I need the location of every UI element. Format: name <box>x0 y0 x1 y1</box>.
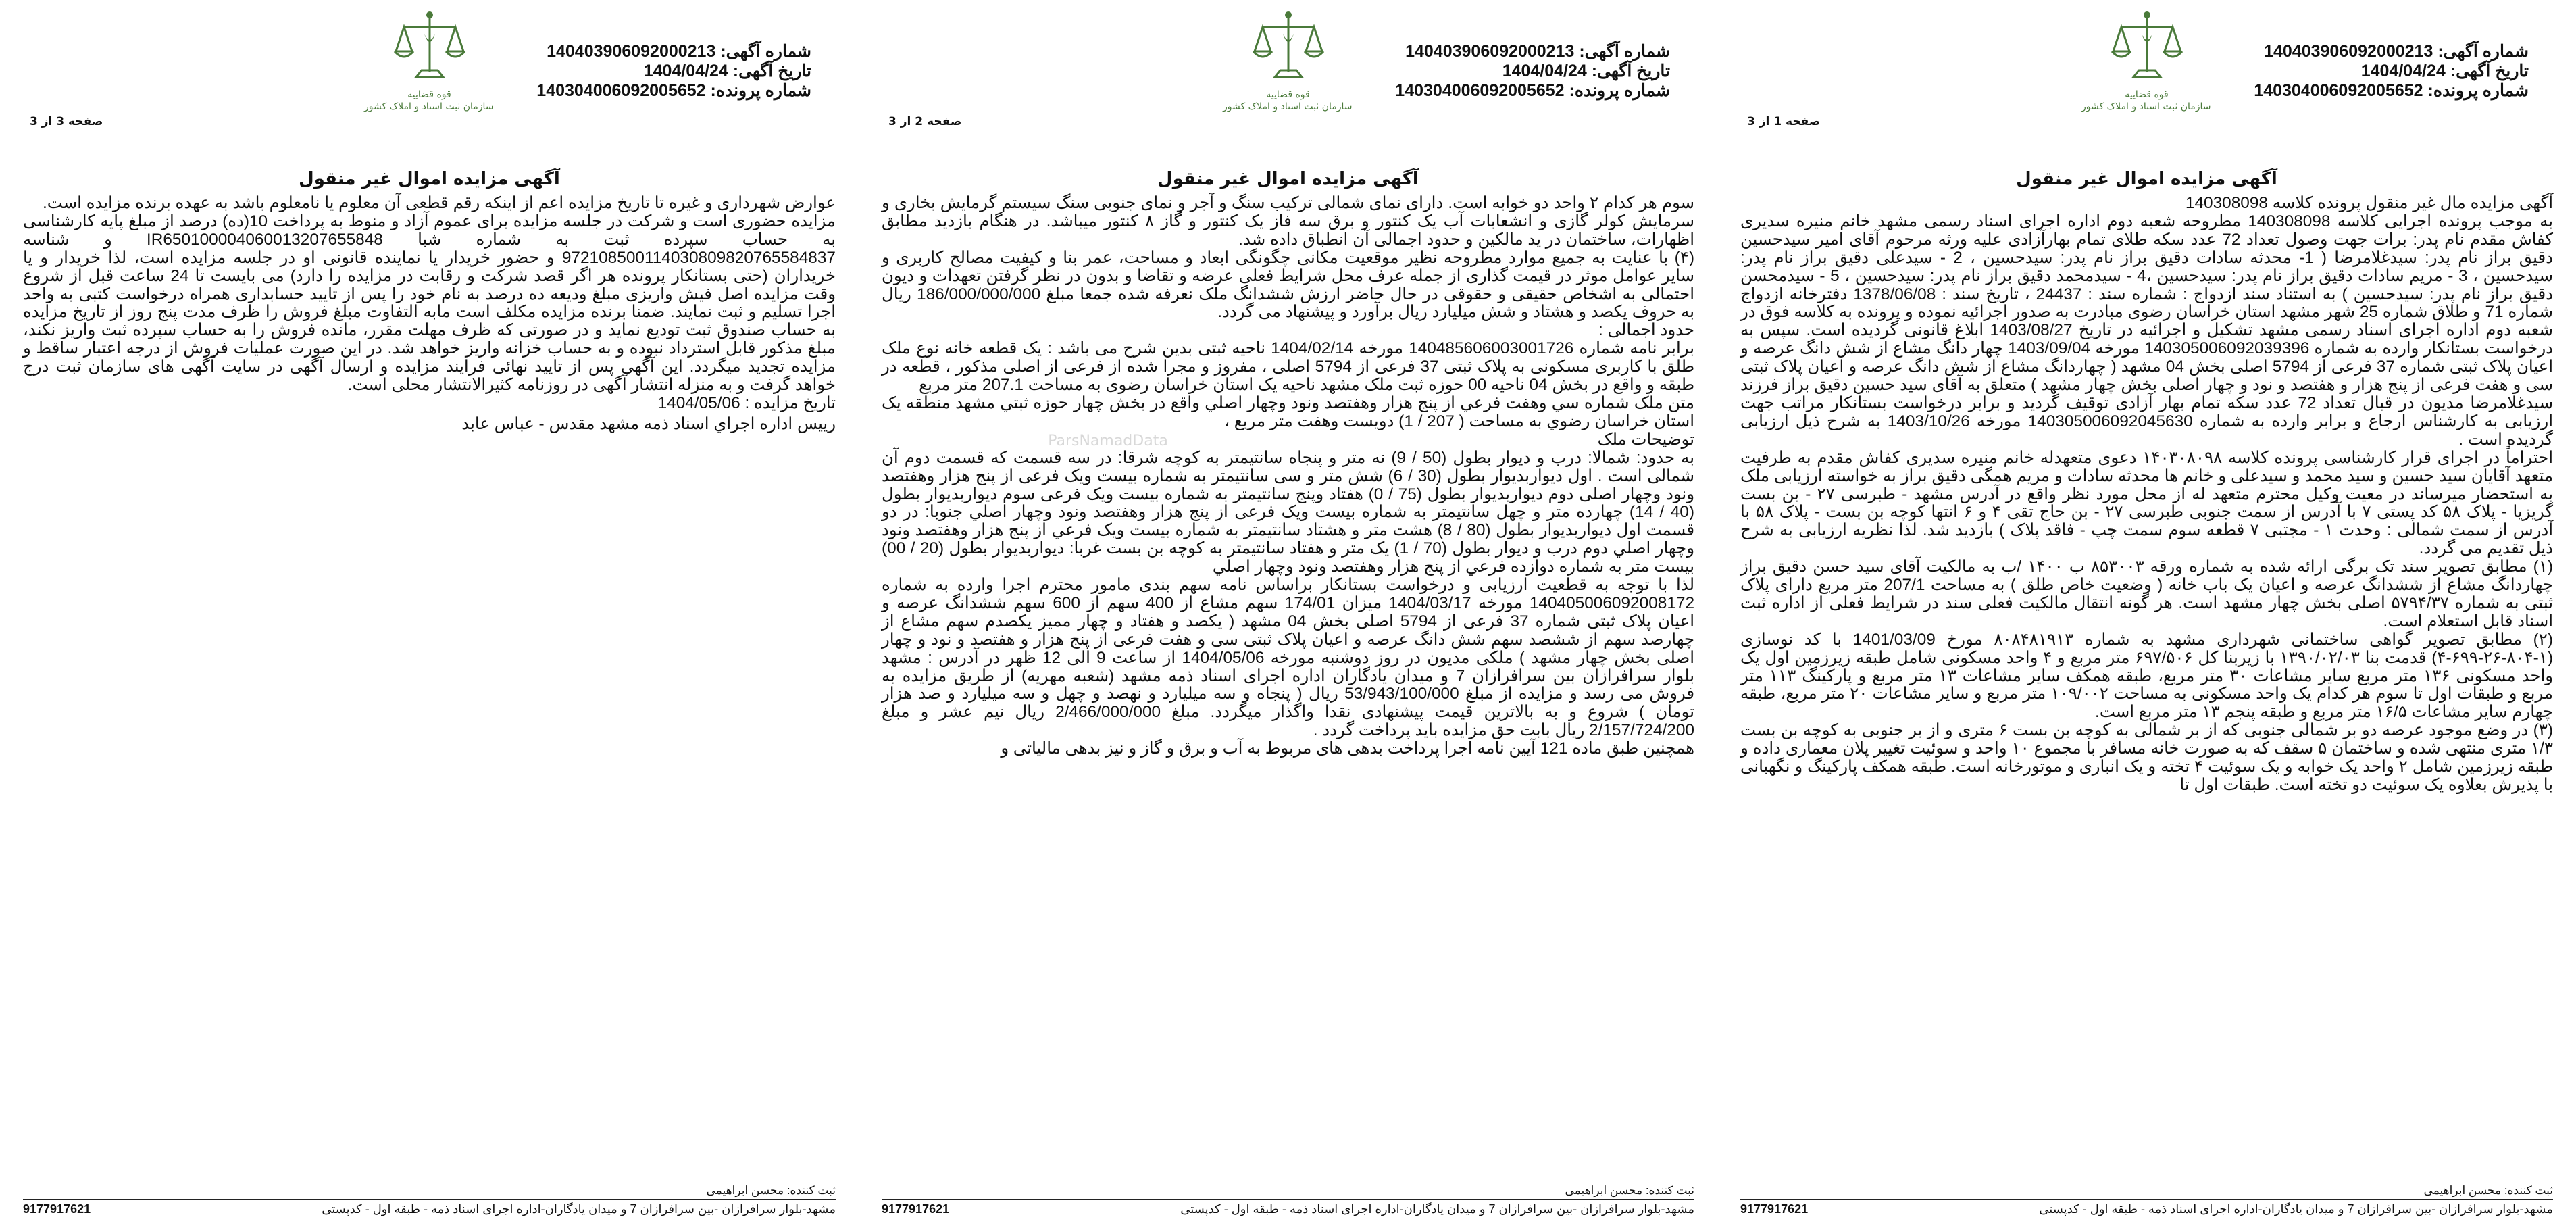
paragraph: مزایده حضوری است و شرکت در جلسه مزایده برای عموم آزاد و منوط به پرداخت 10(ده) درصد از مبلغ پایه کارشناسی به حساب سپرده ثبت به شماره شبا IR650100004060013207655848 و شناسه 972108500114030809820765584837 و حضور خریدار یا نماینده قانونی او در جلسه مزایده است، لذا خریدار و یا خریداران (حتی بستانکار پرونده هر اگر قصد شرکت و رقابت در مزایده را دارد) می بایست تا 24 ساعت قبل از شروع وقت مزایده اصل فیش واریزی مبلغ ودیعه ده درصد به نام خود را پس از تایید حسابداری همراه درخواست کتبی به واحد اجرا تسلیم و ثبت نمایند. ضمنا برنده مزایده مکلف است مابه التفاوت مبلغ فروش را ظرف مدت پنج روز از تاریخ مزایده به حساب صندوق ثبت تودیع نماید و در صورتی که ظرف مهلت مقرر، مانده فروش را به حساب سپرده ثبت واریز نکند، مبلغ مذکور قابل استرداد نبوده و به حساب خزانه واریز خواهد شد. در این صورت عملیات فروش از درجه اعتبار ساقط و مزایده تجدید میگردد. این آگهی پس از تایید نهائی فرایند مزایده و ارسال آگهی در سایت آگهی های سازمان ثبت درج خواهد گرفت و به منزله انتشار آگهی در روزنامه کثیرالانتشار محلی است. <box>23 212 836 395</box>
registrar-label: ثبت کننده: <box>1645 1184 1694 1197</box>
scales-of-justice-icon <box>389 7 470 88</box>
ad-body <box>1740 195 2553 795</box>
registrar-name: محسن ابراهیمی <box>706 1184 784 1197</box>
ad-number: 140403906092000213 <box>547 42 716 61</box>
page-footer <box>23 1183 836 1217</box>
ad-date: 1404/04/24 <box>643 61 728 80</box>
page-3 <box>0 0 859 1232</box>
file-number-label: شماره پرونده: <box>710 81 811 100</box>
paragraph: لذا با توجه به قطعیت ارزیابی و درخواست بستانکار براساس نامه سهم بندی مامور محترم اجرا وارده به شماره 140405006092008172 مورخه 1404/03/17 میزان 174/01 سهم مشاع از 400 سهم از 600 سهم ششدانگ عرصه و اعیان پلاک ثبتی شماره 37 فرعی از 5794 اصلی بخش 04 مشهد ( یکصد و هفتاد و چهار ممیز یکصدم سهم مشاع از چهارصد سهم از ششصد سهم شش دانگ عرصه و اعیان پلاک ثبتی سی و هفت فرعی از پنج هزار و هفتصد و نود و چهار اصلی بخش چهار مشهد ) ملکی مدیون در روز دوشنبه مورخه 1404/05/06 از ساعت 9 الی 12 ظهر در آدرس : مشهد بلوار سرافرازان بین سرافرازان 7 و میدان یادگاران اداره اجرای اسناد ذمه مشهد (شعبه مهریه) از طریق مزایده به فروش می رسد و مزایده از مبلغ 53/943/100/000 ریال ( پنجاه و سه میلیارد و نهصد و چهل و سه میلیارد و صد هزار تومان ) شروع و به بالاترین قیمت پیشنهادی نقدا واگذار میگردد. مبلغ 2/466/000/000 ریال نیم عشر و مبلغ 2/157/724/200 ریال بابت حق مزایده باید پرداخت گردد . <box>882 576 1695 740</box>
page-footer <box>1740 1183 2553 1217</box>
ad-number-label: شماره آگهی: <box>720 42 811 61</box>
address-line <box>1740 1199 2553 1217</box>
registrar-line <box>23 1183 836 1199</box>
file-number: 140304006092005652 <box>536 81 706 100</box>
postal-code: 9177917621 <box>23 1202 91 1216</box>
page-header <box>23 0 836 169</box>
page-number: صفحه 3 از 3 <box>30 115 103 128</box>
ad-number-label: شماره آگهی: <box>2438 42 2529 61</box>
ad-date: 1404/04/24 <box>2360 61 2446 80</box>
paragraph: (۱) مطابق تصویر سند تک برگی ارائه شده به شماره ورقه ۸۵۳۰۰۳ ب ۱۴۰۰ /ب به مالکیت آقای سید حسن دقیق براز چهاردانگ مشاع از ششدانگ عرصه و اعیان یک باب خانه ( وضعیت خاص طلق ) به مساحت 207/1 متر مربع دارای پلاک ثبتی به شماره ۵۷۹۴/۳۷ اصلی بخش چهار مشهد است. هر گونه انتقال مالکیت فعلی سند در شرایط فعلی از اداره ثبت اسناد قابل استعلام است. <box>1740 558 2554 631</box>
address-line <box>882 1199 1694 1217</box>
watermark: ParsNamadData <box>1048 433 1168 449</box>
ad-date-label: تاریخ آگهی: <box>1591 61 1670 80</box>
page-header <box>882 0 1694 169</box>
judiciary-emblem <box>365 7 494 122</box>
registrar-label: ثبت کننده: <box>786 1184 836 1197</box>
postal-code: 9177917621 <box>1740 1202 1809 1216</box>
paragraph: حدود اجمالی : <box>1598 321 1694 340</box>
office-address: مشهد-بلوار سرافرازان -بین سرافرازان 7 و میدان یادگاران-اداره اجرای اسناد ذمه - طبقه اول - کدپستی <box>322 1202 836 1216</box>
registrar-name: محسن ابراهیمی <box>1565 1184 1643 1197</box>
postal-code: 9177917621 <box>882 1202 950 1216</box>
file-number: 140304006092005652 <box>1395 81 1565 100</box>
office-address: مشهد-بلوار سرافرازان -بین سرافرازان 7 و میدان یادگاران-اداره اجرای اسناد ذمه - طبقه اول - کدپستی <box>2039 1202 2553 1216</box>
auction-date: تاریخ مزایده : 1404/05/06 <box>657 393 836 412</box>
page-number: صفحه 2 از 3 <box>888 115 962 128</box>
scales-of-justice-icon <box>2106 7 2188 88</box>
judiciary-emblem <box>2083 7 2211 122</box>
file-number-label: شماره پرونده: <box>1569 81 1670 100</box>
page-header <box>1740 0 2553 169</box>
emblem-subline: قوه قضاییه <box>407 89 451 100</box>
ad-number-label: شماره آگهی: <box>1579 42 1670 61</box>
ad-title: آگهی مزایده اموال غیر منقول <box>1157 169 1419 189</box>
page-number: صفحه 1 از 3 <box>1747 115 1821 128</box>
emblem-org-name: سازمان ثبت اسناد و املاک کشور <box>2081 101 2211 112</box>
paragraph: احتراماً در اجرای قرار کارشناسی پرونده کلاسه ۱۴۰۳۰۸۰۹۸ دعوی متعهدله خانم منیره سدیری کفاش مقدم به طرفیت متعهد آقایان سید حسین و سید محمد و سیدعلی و خانم ها محدثه سادات و مریم همگی دقیق براز به خواسته ارزیابی ملک به استحضار میرساند در معیت وکیل محترم متعهد له از محل مورد نظر واقع در آدرس مشهد - طبرسی ۲۷ - بن بست گریزیا - پلاک ۵۸ کد پستی ۷ با آدرس از سمت جنوبی طبرسی ۲۷ - بن حاج تقی ۴ و ۶ انتها کوچه بن بست - پلاک ۵۸ با آدرس از سمت شمالی : وحدت ۱ - مجتبی ۷ قطعه سوم سمت چپ - فاقد پلاک ) بازدید شد. لذا نظریه ارزیابی به شرح ذیل تقدیم می گردد. <box>1740 448 2553 558</box>
paragraph: عوارض شهرداری و غیره تا تاریخ مزایده اعم از اینکه رقم قطعی آن معلوم یا نامعلوم باشد به عهده برنده مزایده است. <box>43 194 836 212</box>
address-line <box>23 1199 836 1217</box>
paragraph: (۴) با عنایت به جمیع موارد مطروحه نظیر موقعیت مکانی چگونگی ابعاد و مساحت، عمر بنا و کیفیت مصالح کاربری و سایر عوامل موثر در قیمت گذاری از جمله عرف محل شرایط فعلی عرضه و تقاضا و بدون در نظر گرفتن تعهدات و دیون احتمالی به اشخاص حقیقی و حقوقی در حال حاضر ارزش ششدانگ ملک نعرفه شده جمعا مبلغ 186/000/000/000 ریال به حروف یکصد و هشتاد و شش میلیارد ریال برآورد و پیشنهاد می گردد. <box>882 248 1695 322</box>
ad-meta <box>1395 42 1670 101</box>
registrar-line <box>882 1183 1694 1199</box>
emblem-org-name: سازمان ثبت اسناد و املاک کشور <box>364 101 494 112</box>
judiciary-emblem <box>1224 7 1353 122</box>
ad-date: 1404/04/24 <box>1502 61 1587 80</box>
registrar-name: محسن ابراهیمی <box>2423 1184 2502 1197</box>
file-number: 140304006092005652 <box>2254 81 2423 100</box>
registrar-line <box>1740 1183 2553 1199</box>
office-address: مشهد-بلوار سرافرازان -بین سرافرازان 7 و میدان یادگاران-اداره اجرای اسناد ذمه - طبقه اول - کدپستی <box>1180 1202 1694 1216</box>
registrar-label: ثبت کننده: <box>2504 1184 2553 1197</box>
ad-meta <box>536 42 811 101</box>
ad-date-label: تاریخ آگهی: <box>732 61 811 80</box>
ad-date-label: تاریخ آگهی: <box>2450 61 2529 80</box>
paragraph: آگهی مزایده مال غیر منقول پرونده کلاسه 140308098 <box>2185 194 2553 212</box>
paragraph: توضیحات ملک <box>1597 430 1694 449</box>
scales-of-justice-icon <box>1248 7 1329 88</box>
paragraph: همچنین طبق ماده 121 آیین نامه اجرا پرداخت بدهی های مربوط به آب و برق و گاز و نیز بدهی مالیاتی و <box>1001 739 1694 758</box>
emblem-subline: قوه قضاییه <box>2125 89 2169 100</box>
paragraph: برابر نامه شماره 140485606003001726 مورخه 1404/02/14 ناحیه ثبتی بدین شرح می باشد : یک قطعه خانه نوع ملک طلق با کاربری مسکونی به پلاک ثبتی 37 فرعی از 5794 اصلی ، مفروز و مجرا شده از فرعی از اصلی مذکور ، قطعه در طبقه و واقع در بخش 04 ناحیه 00 حوزه ثبت ملک مشهد ناحیه یک استان خراسان رضوی به مساحت 207.1 متر مربع <box>882 339 1694 395</box>
ad-body <box>882 195 1694 758</box>
paragraph: (۲) مطابق تصویر گواهی ساختمانی شهرداری مشهد به شماره ۸۰۸۴۸۱۹۱۳ مورخ 1401/03/09 با کد نوسازی (۱-۸۰۴-۲۶-۶۹۹-۴) قدمت بنا ۱۳۹۰/۰۲/۰۳ با زیربنا کل ۶۹۷/۵۰۶ متر مربع و ۴ واحد مسکونی شامل طبقه زیرزمین اول یک واحد مسکونی ۱۳۶ متر مربع سایر مشاعات ۳۰ متر مربع، طبقه همکف سایر مشاعات ۱۳ متر مربع و پارکینگ ۱۱۳ متر مربع و طبقات اول تا سوم هر کدام یک واحد مسکونی به مساحت ۱۰۹/۰۰۲ متر مربع و سایر مشاعات ۲۰ متر مربع، طبقه چهارم سایر مشاعات ۱۶/۵ متر مربع و طبقه پنجم ۱۳ متر مربع است. <box>1740 630 2554 722</box>
ad-number: 140403906092000213 <box>1405 42 1575 61</box>
ad-title: آگهی مزایده اموال غیر منقول <box>2016 169 2277 189</box>
paragraph: متن ملک شماره سي وهفت فرعي از پنج هزار وهفتصد ونود وچهار اصلي واقع در بخش چهار حوزه ثبتي مشهد منطقه يک استان خراسان رضوي به مساحت ( 207 / 1) دويست وهفت متر مربع ، <box>882 393 1694 430</box>
emblem-org-name: سازمان ثبت اسناد و املاک کشور <box>1223 101 1353 112</box>
page-footer <box>882 1183 1694 1217</box>
file-number-label: شماره پرونده: <box>2427 81 2529 100</box>
ad-title: آگهی مزایده اموال غیر منقول <box>299 169 560 189</box>
ad-number: 140403906092000213 <box>2264 42 2433 61</box>
paragraph: (۳) در وضع موجود عرصه دو بر شمالی جنوبی که از بر شمالی به کوچه بن بست ۶ متری و از بر جنوبی به کوچه بن بست ۱/۳ متری منتهی شده و ساختمان ۵ سقف که به صورت خانه مسافر با مجموع ۱۰ واحد و سوئیت تغییر پلان معماری داده و طبقه زیرزمین شامل ۲ واحد یک خوابه و یک سوئیت ۴ تخته و یک انباری و موتورخانه است. طبقه همکف پارکینگ و نگهبانی با پذیرش بعلاوه یک سوئیت دو تخته است. طبقات اول تا <box>1740 721 2554 794</box>
signatory: رییس اداره اجراي اسناد ذمه مشهد مقدس - عباس عابد <box>461 414 836 433</box>
ad-meta <box>2254 42 2529 101</box>
paragraph: به حدود: شمالا: درب و دیوار بطول (50 / 9) نه متر و پنجاه سانتیمتر به کوچه شرقا: در سه قسمت که قسمت دوم آن شمالی است . اول دیواربدیوار بطول (30 / 6) شش متر و سی سانتیمتر به شماره بیست ویک فرعی از پنج هزار وهفتصد ونود وچهار اصلی دوم دیواربدیوار بطول (75 / 0) هفتاد وپنج سانتیمتر به شماره بیست ویک فرعی سوم دیواربدیوار بطول (40 / 14) چهارده متر و چهل سانتیمتر به شماره بیست ویک فرعی از پنج هزار وهفتصد ونود وچهار اصلي جنوبا: در دو قسمت اول دیواربدیوار بطول (80 / 8) هشت متر و هشتاد سانتیمتر به شماره بیست ویک فرعي از پنج هزار وهفتصد ونود وچهار اصلي دوم درب و دیوار بطول (70 / 1) یک متر و هفتاد سانتیمتر به کوچه بن بست غربا: دیواربدیوار بطول (20 / 00) بیست متر به شماره دوازده فرعي از پنج هزار وهفتصد ونود وچهار اصلي <box>882 448 1694 576</box>
ad-body <box>23 195 836 434</box>
emblem-subline: قوه قضاییه <box>1266 89 1310 100</box>
page-2 <box>859 0 1717 1232</box>
page-1 <box>1717 0 2576 1232</box>
paragraph: به موجب پرونده اجرایی کلاسه 140308098 مطروحه شعبه دوم اداره اجرای اسناد رسمی مشهد خانم منیره سدیری کفاش مقدم نام پدر: برات جهت وصول تعداد 72 عدد سکه طلای تمام بهارآزادی علیه ورثه مرحوم آقای امیر سیدحسین دقیق براز نام پدر: سیدغلامرضا ( 1- محدثه سادات دقیق براز نام پدر: سیدحسین ، 2 - سیدعلی دقیق براز نام پدر: سیدحسین ، 3 - مریم سادات دقیق براز نام پدر: سیدحسین ،4 - سیدمحمد دقیق براز نام پدر: سیدحسین ، 5 - سیدمحسن دقیق براز نام پدر: سیدحسین ) به استناد سند ازدواج : شماره سند : 24437 ، تاریخ سند : 1378/06/08 دفترخانه ازدواج شماره 71 و طلاق شماره 25 شهر مشهد استان خراسان رضوی مبادرت به صدور اجرائیه نموده و پرونده به کلاسه فوق در شعبه دوم اداره اجرای اسناد رسمی مشهد تشکیل و اجرائیه در تاریخ 1403/08/27 ابلاغ قانونی گردیده است. سپس به درخواست بستانکار وارده به شماره 140305006092039396 مورخه 1403/09/04 چهار دانگ مشاع از شش دانگ عرصه و اعیان پلاک ثبتی شماره 37 فرعی از 5794 اصلی بخش 04 مشهد ( چهاردانگ مشاع از شش دانگ عرصه و اعیان پلاک ثبتی سی و هفت فرعی از پنج هزار و هفتصد و نود و چهار اصلی بخش چهار مشهد ) متعلق به آقای سید حسین دقیق براز فرزند سیدغلامرضا مدیون در قبال تعداد 72 عدد سکه تمام بهار آزادی توقیف گردید و برابر درخواست بستانکار مراتب جهت ارزیابی به کارشناس ارجاع و برابر وارده به شماره 140305006092045630 مورخه 1403/10/26 به شرح ذیل ارزیابی گردیده است . <box>1740 212 2554 449</box>
paragraph: سوم هر کدام ۲ واحد دو خوابه است. دارای نمای شمالی ترکیب سنگ و آجر و نمای جنوبی سنگ سیستم گرمایش بخاری و سرمایش کولر گازی و انشعابات آب یک کنتور و برق سه فاز یک کنتور و گاز ۸ کنتور میباشد. در هنگام بازدید مطابق اظهارات، ساختمان در ید مالکین و حدود اجمالی آن انطباق داده شد. <box>882 194 1694 249</box>
